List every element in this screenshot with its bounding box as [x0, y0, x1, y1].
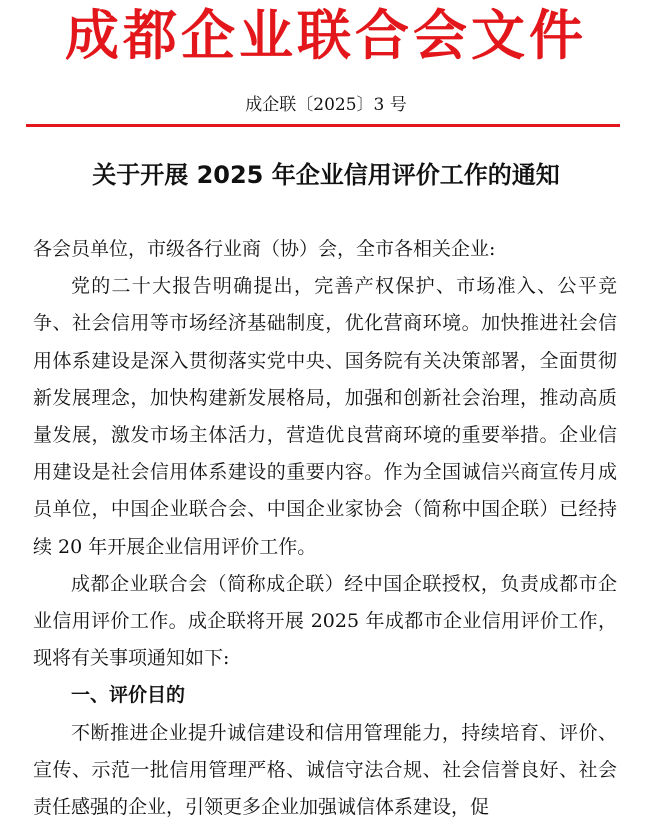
section-paragraph-purpose: 不断推进企业提升诚信建设和信用管理能力，持续培育、评价、宣传、示范一批信用管理严格、诚信守法合规、社会信誉良好、社会责任感强的企业，引领更多企业加强诚信体系建设，促 [33, 721, 617, 819]
org-header-title: 成都企业联合会文件 [65, 4, 587, 67]
red-divider-line [26, 124, 620, 127]
document-body [33, 231, 617, 826]
document-title: 关于开展 2025 年企业信用评价工作的通知 [92, 161, 560, 189]
body-paragraph-1: 党的二十大报告明确提出，完善产权保护、市场准入、公平竞争、社会信用等市场经济基础制度，优化营商环境。加快推进社会信用体系建设是深入贯彻落实党中央、国务院有关决策部署，全面贯彻新发展理念，加快构建新发展格局，加强和创新社会治理，推动高质量发展，激发市场主体活力，营造优良营商环境的重要举措。企业信用建设是社会信用体系建设的重要内容。作为全国诚信兴商宣传月成员单位，中国企业联合会、中国企业家协会（简称中国企联）已经持续 20 年开展企业信用评价工作。 [33, 275, 617, 558]
document-number: 成企联〔2025〕3 号 [245, 95, 407, 115]
body-paragraph-2: 成都企业联合会（简称成企联）经中国企联授权，负责成都市企业信用评价工作。成企联将开展 2025 年成都市企业信用评价工作，现将有关事项通知如下: [33, 572, 617, 670]
salutation: 各会员单位，市级各行业商（协）会，全市各相关企业: [33, 238, 496, 260]
section-heading-purpose: 一、评价目的 [71, 684, 186, 707]
